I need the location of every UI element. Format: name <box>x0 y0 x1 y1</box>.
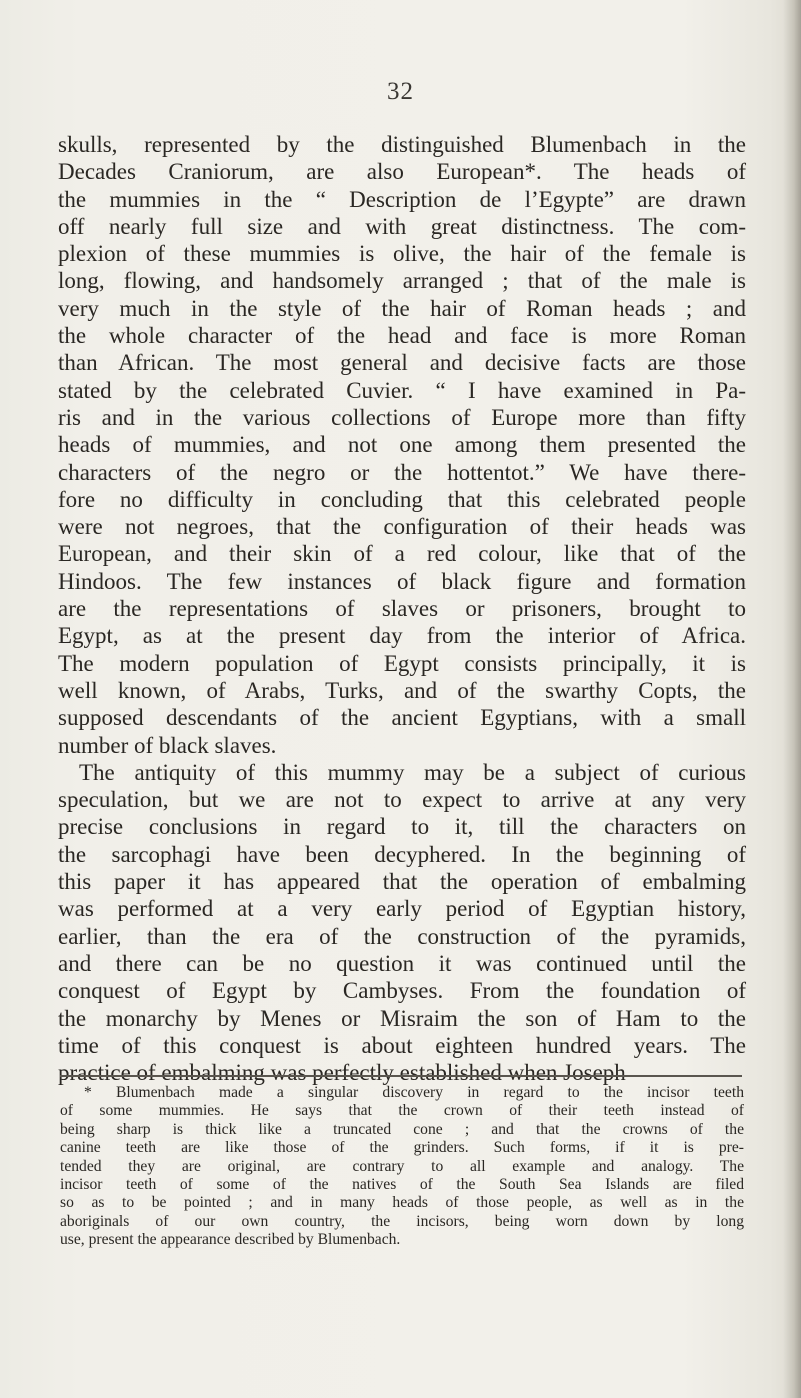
text-line: supposed descendants of the ancient Egyptians, with a small <box>58 705 746 731</box>
footnote-line: being sharp is thick like a truncated cone ; and that the crowns of the <box>60 1120 744 1138</box>
text-line: the whole character of the head and face is more Roman <box>58 323 746 349</box>
text-line: Decades Craniorum, are also European*. The heads of <box>58 159 746 185</box>
text-line: speculation, but we are not to expect to arrive at any very <box>58 787 746 813</box>
text-line: fore no difficulty in concluding that this celebrated people <box>58 486 746 512</box>
text-line: time of this conquest is about eighteen hundred years. The <box>58 1032 746 1058</box>
text-line: conquest of Egypt by Cambyses. From the foundation of <box>58 978 746 1004</box>
text-line: Hindoos. The few instances of black figure and formation <box>58 568 746 594</box>
text-line: Egypt, as at the present day from the interior of Africa. <box>58 623 746 649</box>
footnote-line: so as to be pointed ; and in many heads of those people, as well as in the <box>60 1194 744 1212</box>
footnote-line: * Blumenbach made a singular discovery in regard to the incisor teeth <box>84 1084 744 1101</box>
text-line: earlier, than the era of the construction of the pyramids, <box>58 923 746 949</box>
text-line: ris and in the various collections of Europe more than fifty <box>58 404 746 430</box>
text-line: skulls, represented by the distinguished Blumenbach in the <box>58 132 746 157</box>
text-line: were not negroes, that the configuration of their heads was <box>58 514 746 540</box>
text-line: characters of the negro or the hottentot.” We have there- <box>58 459 746 485</box>
text-line: The modern population of Egypt consists principally, it is <box>58 650 746 676</box>
page-number: 32 <box>387 78 414 105</box>
text-line: are the representations of slaves or prisoners, brought to <box>58 596 746 622</box>
footnote-line: use, present the appearance described by Blumenbach. <box>60 1231 401 1249</box>
footnote-line: tended they are original, are contrary to all example and analogy. The <box>60 1157 744 1175</box>
text-line: heads of mummies, and not one among them presented the <box>58 432 746 458</box>
text-line: the monarchy by Menes or Misraim the son of Ham to the <box>58 1005 746 1031</box>
text-line: the sarcophagi have been decyphered. In the beginning of <box>58 841 746 867</box>
text-line: long, flowing, and handsomely arranged ; that of the male is <box>58 268 746 294</box>
text-line: off nearly full size and with great distinctness. The com- <box>58 213 746 239</box>
page-edge-shadow <box>783 0 801 1398</box>
text-line: this paper it has appeared that the operation of embalming <box>58 869 746 895</box>
footnote-line: aboriginals of our own country, the incisors, being worn down by long <box>60 1212 744 1230</box>
text-line: well known, of Arabs, Turks, and of the swarthy Copts, the <box>58 677 746 703</box>
footnote-line: canine teeth are like those of the grinders. Such forms, if it is pre- <box>60 1139 744 1157</box>
text-line: and there can be no question it was continued until the <box>58 950 746 976</box>
footnote-divider <box>60 1075 742 1077</box>
footnote-line: of some mummies. He says that the crown of their teeth instead of <box>60 1102 744 1120</box>
text-line: was performed at a very early period of Egyptian history, <box>58 896 746 922</box>
text-line: plexion of these mummies is olive, the hair of the female is <box>58 241 746 267</box>
footnote-line: incisor teeth of some of the natives of the South Sea Islands are filed <box>60 1175 744 1193</box>
footnote <box>60 1084 744 1250</box>
text-line: number of black slaves. <box>58 732 277 758</box>
text-line: precise conclusions in regard to it, till the characters on <box>58 814 746 840</box>
text-line: than African. The most general and decisive facts are those <box>58 350 746 376</box>
text-line: practice of embalming was perfectly established when Joseph <box>58 1060 626 1086</box>
text-line: stated by the celebrated Cuvier. “ I have examined in Pa- <box>58 377 746 403</box>
text-line: the mummies in the “ Description de l’Egypte” are drawn <box>58 186 746 212</box>
main-text <box>58 131 746 1086</box>
text-line: The antiquity of this mummy may be a subject of curious <box>79 759 746 785</box>
text-line: European, and their skin of a red colour, like that of the <box>58 541 746 567</box>
text-line: very much in the style of the hair of Roman heads ; and <box>58 295 746 321</box>
